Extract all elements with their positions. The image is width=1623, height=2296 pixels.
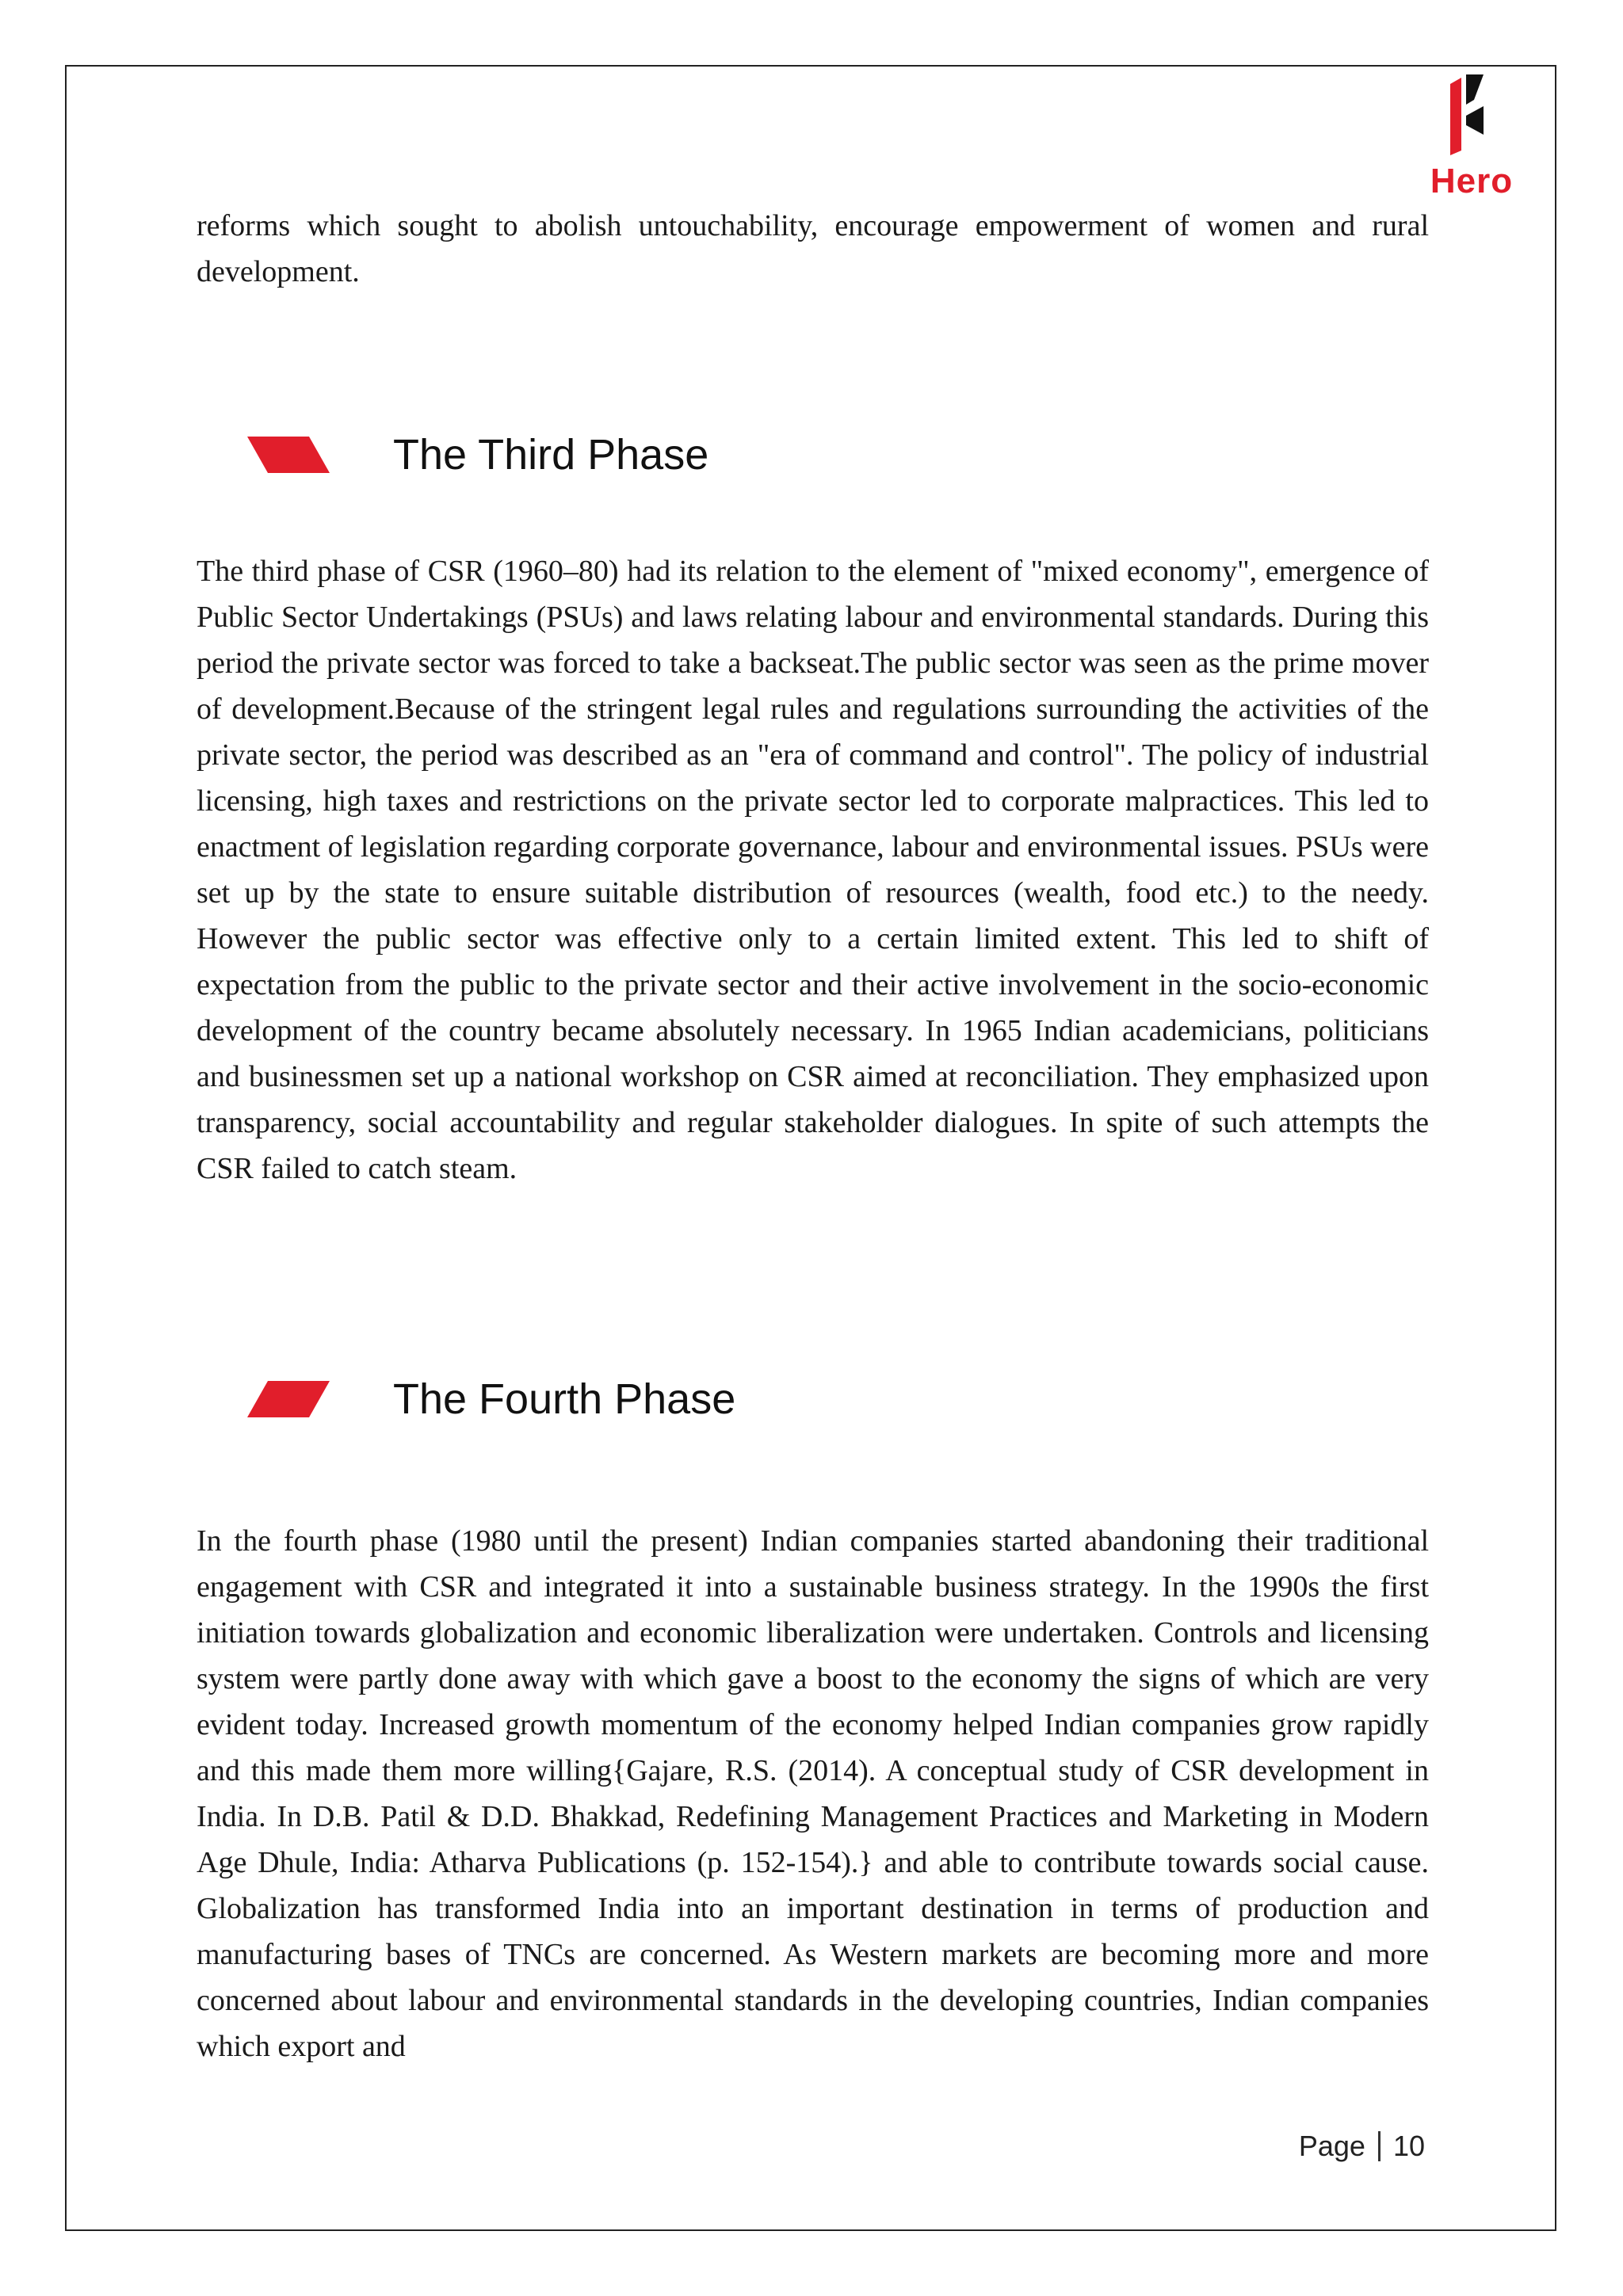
page-label: Page [1298, 2130, 1365, 2162]
section-heading-third-phase [247, 423, 708, 486]
fourth-phase-paragraph: In the fourth phase (1980 until the present) Indian companies started abandoning their traditional engagement with CSR and integrated it into a sustainable business strategy. In the 1990s the first initiation towards globalization and economic liberalization were undertaken. Controls and licensing system were partly done away with which gave a boost to the economy the signs of which are very evident today. Increased growth momentum of the economy helped Indian companies grow rapidly and this made them more willing{Gajare, R.S. (2014). A conceptual study of CSR development in India. In D.B. Patil & D.D. Bhakkad, Redefining Management Practices and Marketing in Modern Age Dhule, India: Atharva Publications (p. 152-154).} and able to contribute towards social cause. Globalization has transformed India into an important destination in terms of production and manufacturing bases of TNCs are concerned. As Western markets are becoming more and more concerned about labour and environmental standards in the developing countries, Indian companies which export and [197, 1524, 1429, 2063]
intro-paragraph: reforms which sought to abolish untouchability, encourage empowerment of women and rural development. [197, 209, 1429, 288]
hero-wordmark: Hero [1430, 162, 1514, 200]
hero-emblem-icon [1420, 73, 1523, 160]
third-phase-paragraph: The third phase of CSR (1960–80) had its relation to the element of "mixed economy", emergence of Public Sector Undertakings (PSUs) and laws relating labour and environmental standards. During this period the private sector was forced to take a backseat.The public sector was seen as the prime mover of development.Because of the stringent legal rules and regulations surrounding the activities of the private sector, the period was described as an "era of command and control". The policy of industrial licensing, high taxes and restrictions on the private sector led to corporate malpractices. This led to enactment of legislation regarding corporate governance, labour and environmental issues. PSUs were set up by the state to ensure suitable distribution of resources (wealth, food etc.) to the needy. However the public sector was effective only to a certain limited extent. This led to shift of expectation from the public to the private sector and their active involvement in the socio-economic development of the country became absolutely necessary. In 1965 Indian academicians, politicians and businessmen set up a national workshop on CSR aimed at reconciliation. They emphasized upon transparency, social accountability and regular stakeholder dialogues. In spite of such attempts the CSR failed to catch steam. [197, 555, 1429, 1185]
page-number: 10 [1392, 2130, 1425, 2162]
red-parallelogram-marker-icon [247, 1381, 330, 1417]
section-title: The Third Phase [393, 431, 709, 479]
page-footer [1299, 2130, 1425, 2163]
section-title: The Fourth Phase [393, 1375, 736, 1423]
red-parallelogram-marker-icon [247, 437, 330, 473]
section-heading-fourth-phase [247, 1367, 735, 1431]
footer-divider [1378, 2131, 1381, 2161]
hero-logo [1420, 73, 1523, 206]
